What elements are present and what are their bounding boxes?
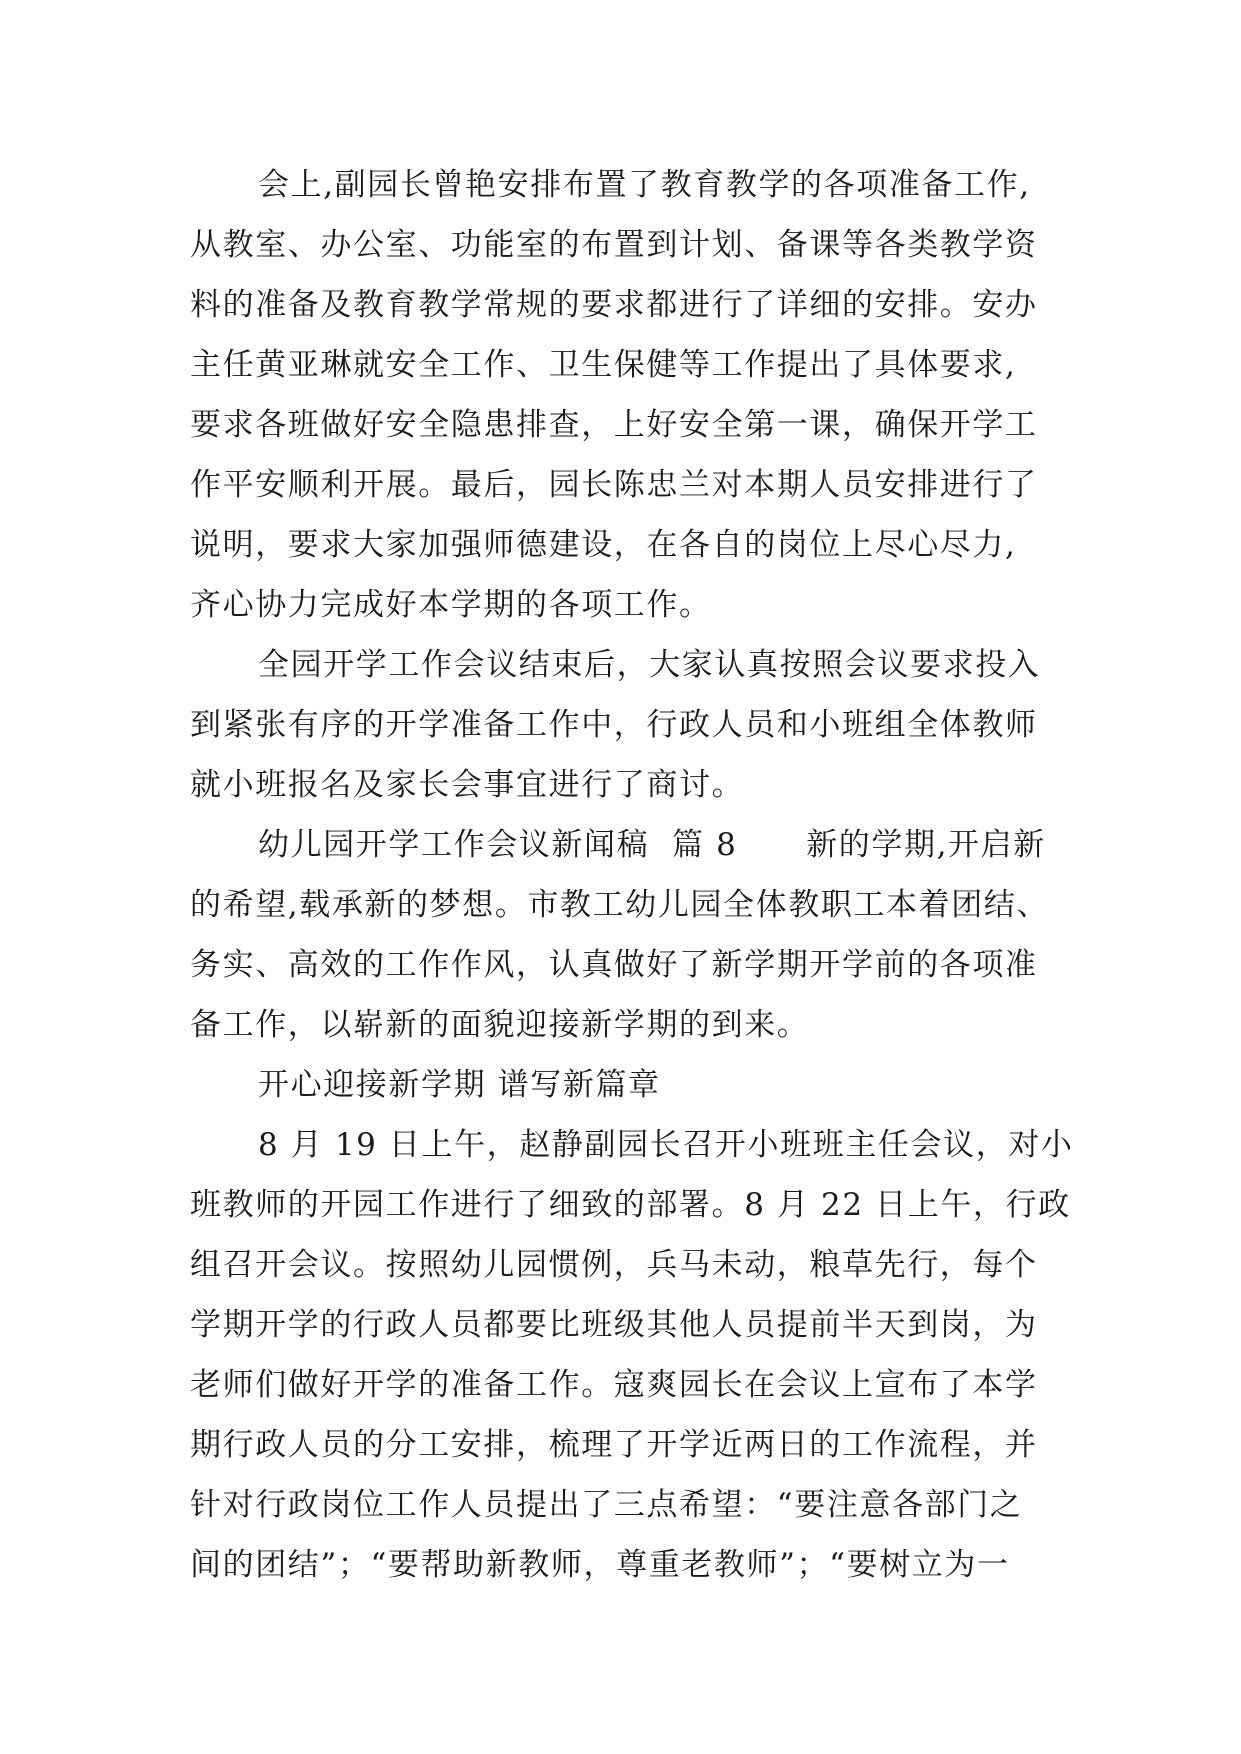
text-line: 会上,副园长曾艳安排布置了教育教学的各项准备工作, [258,167,1031,203]
text-line: 期行政人员的分工安排，梳理了开学近两日的工作流程，并 [190,1427,1038,1463]
text-line: 主任黄亚琳就安全工作、卫生保健等工作提出了具体要求, [190,347,1017,383]
text-line: 老师们做好开学的准备工作。寇爽园长在会议上宣布了本学 [190,1367,1038,1403]
text-line: 8 月 19 日上午，赵静副园长召开小班班主任会议，对小 [258,1127,1074,1163]
text-line: 学期开学的行政人员都要比班级其他人员提前半天到岗，为 [190,1307,1038,1343]
text-line: 班教师的开园工作进行了细致的部署。8 月 22 日上午，行政 [190,1187,1071,1223]
text-line: 间的团结”；“要帮助新教师，尊重老教师”；“要树立为一 [190,1547,1010,1583]
text-line: 组召开会议。按照幼儿园惯例，兵马未动，粮草先行，每个 [190,1247,1038,1283]
text-line: 料的准备及教育教学常规的要求都进行了详细的安排。安办 [190,287,1038,323]
text-line: 务实、高效的工作作风，认真做好了新学期开学前的各项准 [190,947,1038,983]
text-line: 备工作，以崭新的面貌迎接新学期的到来。 [190,1007,810,1043]
text-line: 要求各班做好安全隐患排查，上好安全第一课，确保开学工 [190,407,1038,443]
text-line: 全园开学工作会议结束后，大家认真按照会议要求投入 [258,647,1041,683]
text-line: 幼儿园开学工作会议新闻稿 篇 8 新的学期,开启新 [258,827,1046,863]
text-line: 说明，要求大家加强师德建设，在各自的岗位上尽心尽力, [190,527,1017,563]
text-line: 齐心协力完成好本学期的各项工作。 [190,587,712,623]
text-line: 从教室、办公室、功能室的布置到计划、备课等各类教学资 [190,227,1038,263]
section-heading: 开心迎接新学期 谱写新篇章 [258,1067,661,1103]
text-line: 针对行政岗位工作人员提出了三点希望：“要注意各部门之 [190,1487,1023,1523]
text-line: 到紧张有序的开学准备工作中，行政人员和小班组全体教师 [190,707,1038,743]
text-line: 就小班报名及家长会事宜进行了商讨。 [190,767,745,803]
text-line: 的希望,载承新的梦想。市教工幼儿园全体教职工本着团结、 [190,887,1050,923]
text-line: 作平安顺利开展。最后，园长陈忠兰对本期人员安排进行了 [190,467,1038,503]
